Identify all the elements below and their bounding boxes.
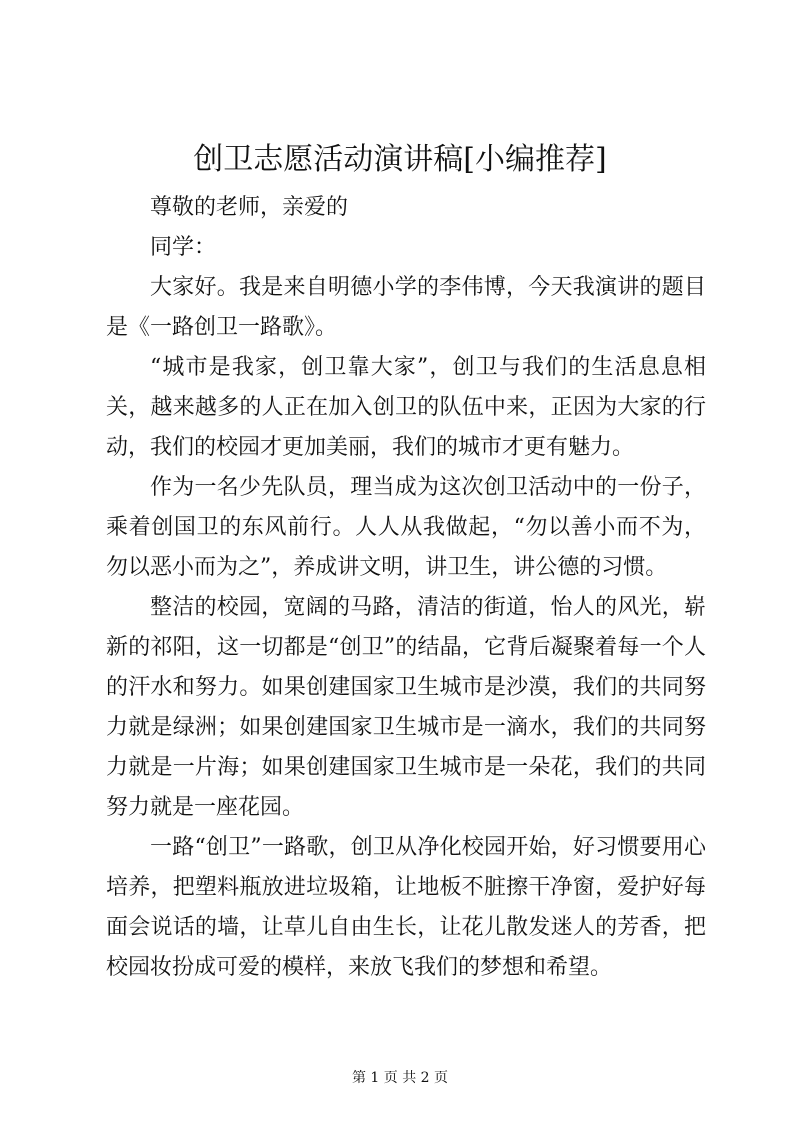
body-paragraph: 作为一名少先队员，理当成为这次创卫活动中的一份子，乘着创国卫的东风前行。人人从我做起，“勿以善小而不为，勿以恶小而为之”，养成讲文明，讲卫生，讲公德的习惯。	[106, 475, 706, 580]
salutation-line-1: 尊敬的老师，亲爱的	[150, 195, 349, 220]
body-paragraph: 整洁的校园，宽阔的马路，清洁的街道，怡人的风光，崭新的祁阳，这一切都是“创卫”的结晶，它背后凝聚着每一个人的汗水和努力。如果创建国家卫生城市是沙漠，我们的共同努力就是绿洲；如果创建国家卫生城市是一滴水，我们的共同努力就是一片海；如果创建国家卫生城市是一朵花，我们的共同努力就是一座花园。	[106, 595, 706, 820]
document-title: 创卫志愿活动演讲稿[小编推荐]	[193, 142, 607, 177]
document-body	[106, 188, 706, 988]
body-paragraph: 一路“创卫”一路歌，创卫从净化校园开始，好习惯要用心培养，把塑料瓶放进垃圾箱，让地板不脏擦干净窗，爱护好每面会说话的墙，让草儿自由生长，让花儿散发迷人的芳香，把校园妆扮成可爱的模样，来放飞我们的梦想和希望。	[106, 835, 706, 980]
body-paragraph: “城市是我家，创卫靠大家”，创卫与我们的生活息息相关，越来越多的人正在加入创卫的队伍中来，正因为大家的行动，我们的校园才更加美丽，我们的城市才更有魅力。	[106, 355, 706, 460]
body-paragraph: 大家好。我是来自明德小学的李伟博，今天我演讲的题目是《一路创卫一路歌》。	[106, 275, 706, 340]
page-number-footer: 第 1 页 共 2 页	[351, 1070, 449, 1086]
salutation-line-2: 同学：	[150, 235, 217, 260]
